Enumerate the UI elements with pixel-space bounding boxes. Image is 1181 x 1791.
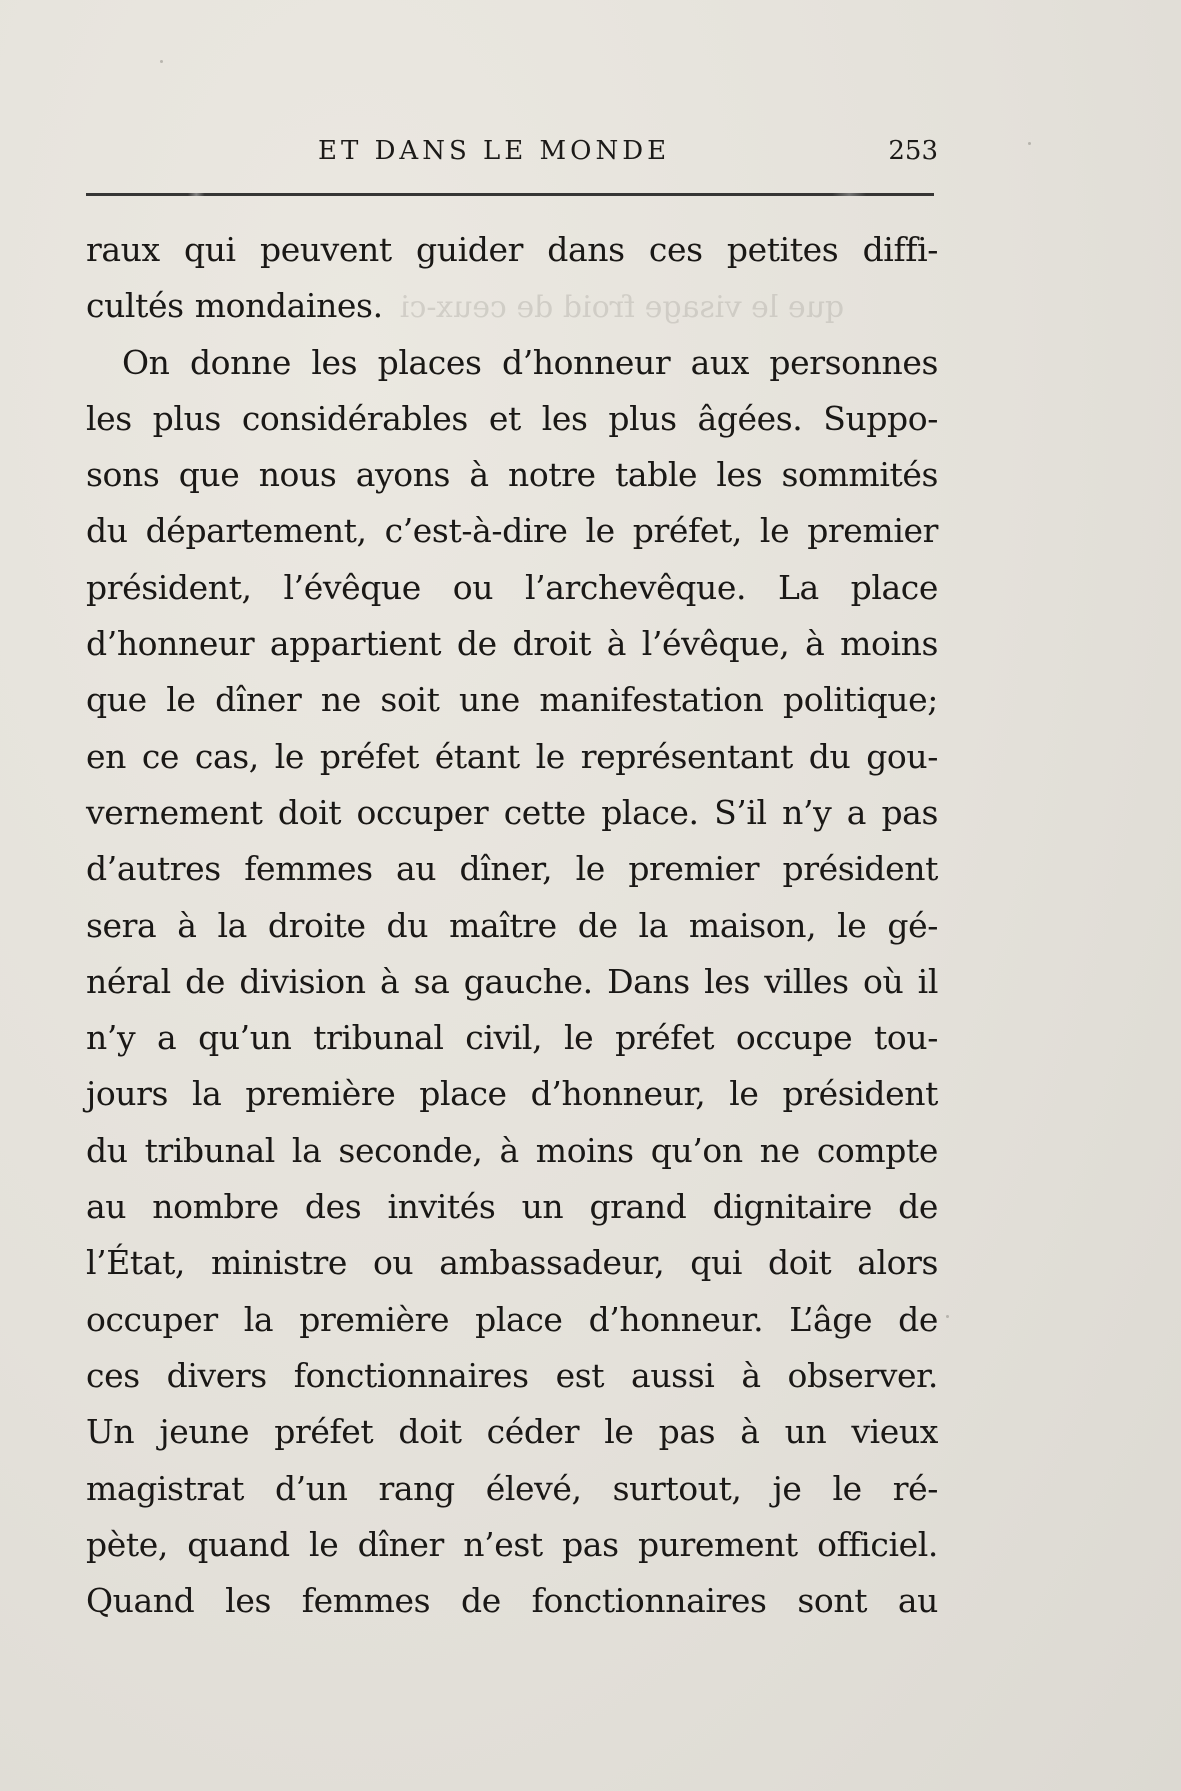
paper-speck <box>160 60 163 63</box>
text-line: Un jeune préfet doit céder le pas à un vieux <box>86 1412 938 1452</box>
text-line: du tribunal la seconde, à moins qu’on ne compte <box>86 1130 938 1170</box>
page-number: 253 <box>888 136 938 166</box>
text-line: au nombre des invités un grand dignitaire de <box>86 1187 938 1227</box>
text-line: d’autres femmes au dîner, le premier président <box>86 849 938 889</box>
text-line: cultés mondaines. <box>86 286 383 326</box>
text-line: ces divers fonctionnaires est aussi à observer. <box>86 1355 938 1395</box>
text-line: On donne les places d’honneur aux personnes <box>122 342 938 382</box>
text-line: d’honneur appartient de droit à l’évêque, à moins <box>86 624 938 664</box>
header-rule <box>86 193 934 196</box>
text-line: président, l’évêque ou l’archevêque. La place <box>86 567 938 607</box>
running-head <box>86 132 938 172</box>
text-line: l’État, ministre ou ambassadeur, qui doit alors <box>86 1243 938 1283</box>
running-title: ET DANS LE MONDE <box>318 136 671 166</box>
text-line: magistrat d’un rang élevé, surtout, je le ré- <box>86 1468 938 1508</box>
paper-speck <box>1028 142 1031 145</box>
text-line: n’y a qu’un tribunal civil, le préfet occupe tou- <box>86 1018 938 1058</box>
text-line: vernement doit occuper cette place. S’il n’y a pas <box>86 792 938 832</box>
text-line: que le dîner ne soit une manifestation politique; <box>86 680 938 720</box>
text-line: en ce cas, le préfet étant le représentant du gou- <box>86 736 938 776</box>
bleed-through-text: que le visage froid de ceux-ci <box>400 290 845 325</box>
text-line: les plus considérables et les plus âgées. Suppo- <box>86 398 938 438</box>
text-line: du département, c’est-à-dire le préfet, le premier <box>86 511 938 551</box>
body-text <box>86 222 938 1629</box>
text-line: jours la première place d’honneur, le président <box>86 1074 938 1114</box>
paper-speck <box>946 1315 949 1318</box>
text-line: sons que nous ayons à notre table les sommités <box>86 455 938 495</box>
text-line: occuper la première place d’honneur. L’âge de <box>86 1299 938 1339</box>
text-line: pète, quand le dîner n’est pas purement officiel. <box>86 1524 938 1564</box>
text-line: néral de division à sa gauche. Dans les villes où il <box>86 961 938 1001</box>
text-line: raux qui peuvent guider dans ces petites diffi- <box>86 230 938 269</box>
text-line: Quand les femmes de fonctionnaires sont au <box>86 1581 938 1621</box>
text-line: sera à la droite du maître de la maison, le gé- <box>86 905 938 945</box>
